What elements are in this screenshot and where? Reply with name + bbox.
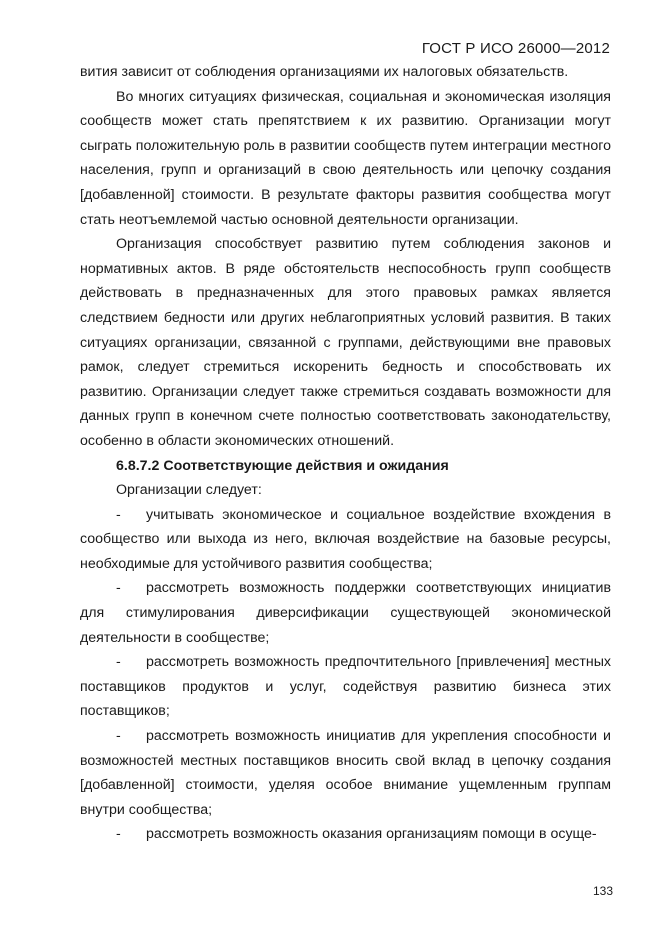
list-item <box>80 576 611 650</box>
list-item-text: рассмотреть возможность поддержки соответствующих инициатив для стимулирования диверсификации существующей экономической деятельности в сообществе; <box>80 580 611 646</box>
list-item <box>80 503 611 577</box>
paragraph-legal-compliance: Организация способствует развитию путем соблюдения законов и нормативных актов. В ряде обстоятельств неспособность групп сообществ действовать в предназначенных для этого правовых рамках является следствием бедности или других неблагоприятных условий развития. В таких ситуациях организации, связанной с группами, действующими вне правовых рамок, следует стремиться искоренить бедность и способствовать их развитию. Организации следует также стремиться создавать возможности для данных групп в конечном счете полностью соответствовать законодательству, особенно в области экономических отношений. <box>80 236 611 449</box>
bullet-marker: - <box>116 826 121 843</box>
list-item <box>80 822 611 847</box>
bullet-marker: - <box>116 728 121 745</box>
list-item <box>80 724 611 822</box>
bullet-marker: - <box>116 506 121 523</box>
bullet-marker: - <box>116 580 121 597</box>
document-code-header: ГОСТ Р ИСО 26000—2012 <box>421 40 610 57</box>
paragraph-isolation: Во многих ситуациях физическая, социальная и экономическая изоляция сообществ может стать препятствием к их развитию. Организации могут сыграть положительную роль в развитии сообществ путем интеграции местного населения, групп и организаций в свою деятельность или цепочку создания [добавленной] стоимости. В результате факторы развития сообщества могут стать неотъемлемой частью основной деятельности организации. <box>80 88 611 228</box>
section-heading: 6.8.7.2 Соответствующие действия и ожидания <box>116 457 449 474</box>
list-item <box>80 650 611 724</box>
page-number: 133 <box>592 884 613 898</box>
list-item-text: учитывать экономическое и социальное воздействие вхождения в сообщество или выхода из него, включая воздействие на базовые ресурсы, необходимые для устойчивого развития сообщества; <box>80 506 611 572</box>
bullet-marker: - <box>116 654 121 671</box>
list-intro: Организации следует: <box>116 482 262 499</box>
list-item-text: рассмотреть возможность предпочтительного [привлечения] местных поставщиков продуктов и услуг, содействуя развитию бизнеса этих поставщиков; <box>80 654 611 720</box>
list-item-text: рассмотреть возможность инициатив для укрепления способности и возможностей местных поставщиков вносить свой вклад в цепочку создания [добавленной] стоимости, уделяя особое внимание ущемленным группам внутри сообщества; <box>80 728 611 818</box>
list-item-text: рассмотреть возможность оказания организациям помощи в осуще- <box>146 826 597 843</box>
document-body <box>80 60 611 847</box>
paragraph-continuation: вития зависит от соблюдения организациями их налоговых обязательств. <box>80 64 569 80</box>
